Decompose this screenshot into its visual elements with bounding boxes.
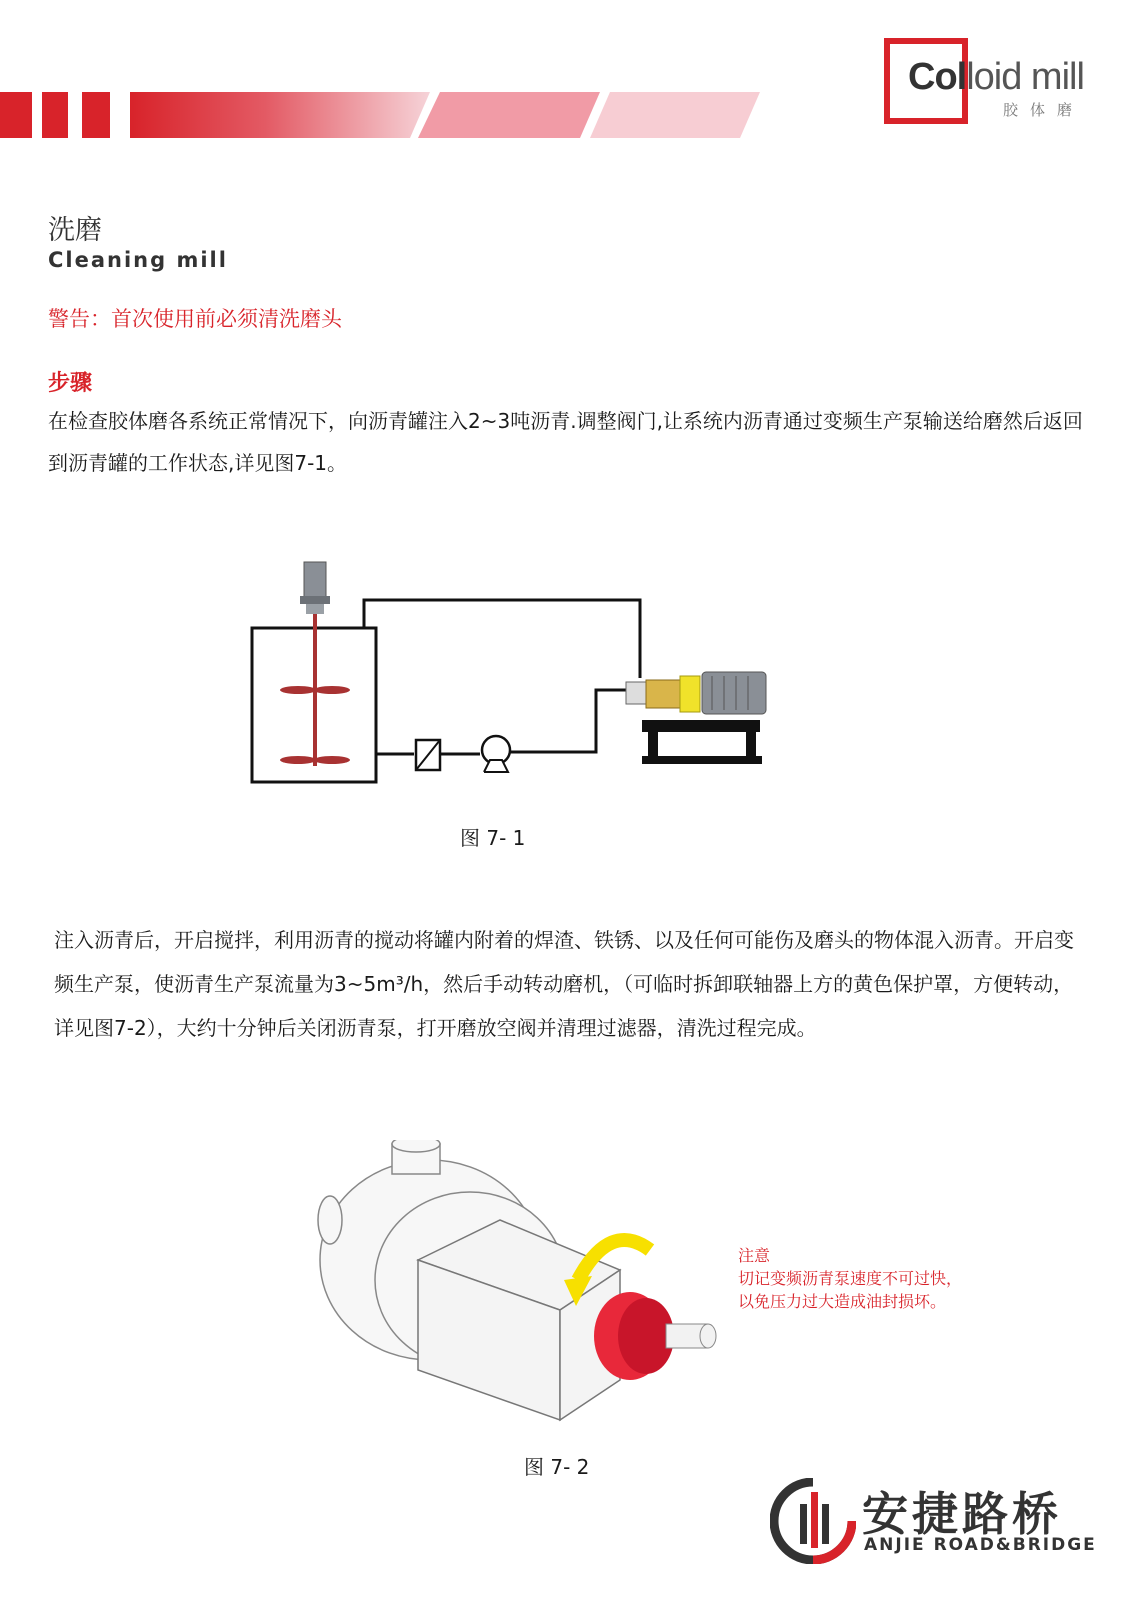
figure-7-2-caption: 图 7- 2 [524, 1455, 590, 1479]
warning-text: 警告：首次使用前必须清洗磨头 [48, 307, 342, 331]
brand-logo-subtitle: 胶体磨 [1003, 101, 1085, 119]
section-title-en: Cleaning mill [48, 248, 228, 272]
return-pipe [364, 600, 640, 678]
caution-note [738, 1244, 962, 1313]
filter-icon [416, 740, 440, 770]
colloid-mill-icon [626, 672, 766, 764]
figure-7-1-diagram [250, 560, 790, 800]
note-line-2: 以免压力过大造成油封损坏。 [738, 1292, 947, 1311]
company-logo-icon [770, 1478, 856, 1564]
section-title-cn: 洗磨 [48, 215, 102, 246]
brand-logo-text: Colloid mill [908, 56, 1084, 98]
pump-icon [482, 736, 510, 772]
coupling-cover-box [418, 1220, 620, 1420]
company-name-en: ANJIE ROAD&BRIDGE [864, 1535, 1097, 1555]
paragraph-2: 注入沥青后，开启搅拌，利用沥青的搅动将罐内附着的焊渣、铁锈、以及任何可能伤及磨头的物体混入沥青。开启变频生产泵，使沥青生产泵流量为3~5m³/h，然后手动转动磨机，（可临时拆卸联轴器上方的黄色保护罩，方便转动，详见图7-2），大约十分钟后关闭沥青泵，打开磨放空阀并清理过滤器，清洗过程完成。 [54, 928, 1074, 1040]
note-line-1: 切记变频沥青泵速度不可过快， [738, 1269, 963, 1288]
coupling-icon [594, 1292, 716, 1380]
header-decor-band [0, 90, 760, 140]
feed-pipe [510, 690, 630, 752]
figure-7-2-diagram [310, 1140, 730, 1440]
company-name-cn: 安捷路桥 [862, 1487, 1062, 1541]
steps-heading: 步骤 [48, 371, 93, 396]
figure-7-1-caption: 图 7- 1 [460, 826, 526, 850]
note-title: 注意 [738, 1246, 771, 1265]
mixer-motor-icon [300, 562, 330, 614]
paragraph-1: 在检查胶体磨各系统正常情况下，向沥青罐注入2~3吨沥青.调整阀门,让系统内沥青通过变频生产泵输送给磨然后返回到沥青罐的工作状态,详见图7-1。 [48, 409, 1083, 475]
